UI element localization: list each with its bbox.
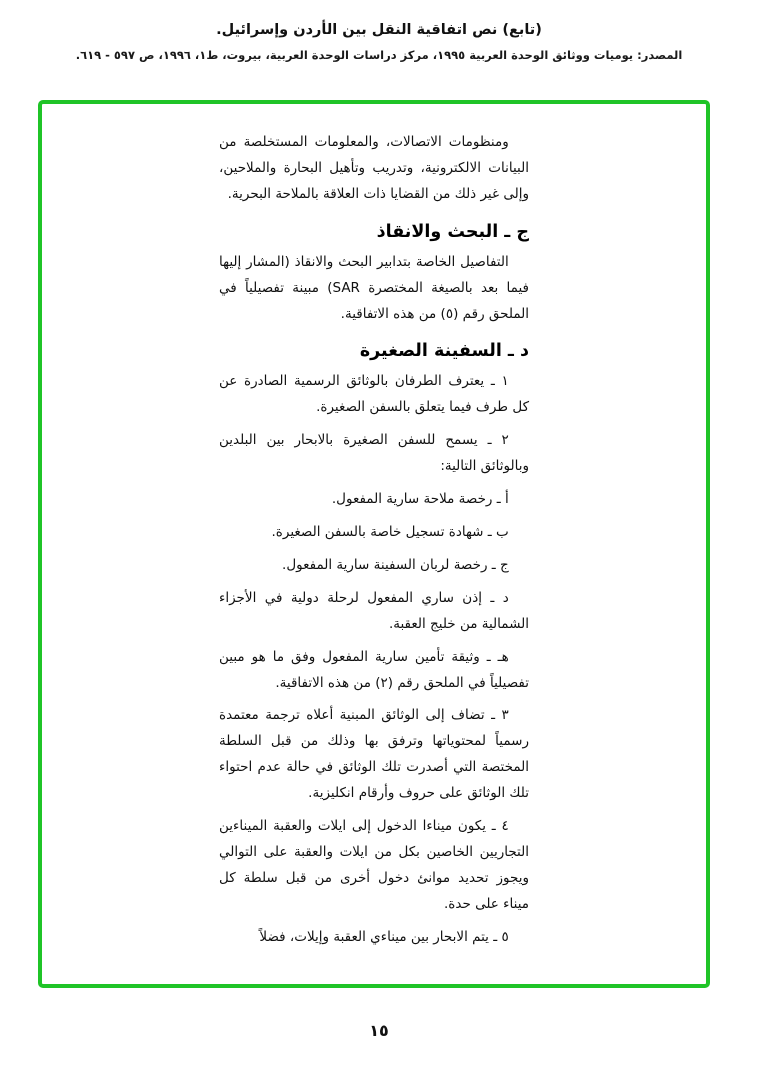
paragraph-item-4: ٤ ـ يكون ميناءا الدخول إلى ايلات والعقبة الميناءين التجاريين الخاصين بكل من ايلات والعقبة على التوالي ويجوز تحديد موانئ دخول أخرى من قبل سلطة كل ميناء على حدة. xyxy=(219,818,529,912)
page-number: ١٥ xyxy=(369,1021,389,1040)
paragraph-subitem-j: ج ـ رخصة لربان السفينة سارية المفعول. xyxy=(282,556,509,573)
source-citation: المصدر: يوميات ووثائق الوحدة العربية ١٩٩٥، مركز دراسات الوحدة العربية، بيروت، ط١، ١٩٩٦، ص ٥٩٧ - ٦١٩. xyxy=(75,48,683,62)
paragraph-sar-details: التفاصيل الخاصة بتدابير البحث والانقاذ (المشار إليها فيما بعد بالصيغة المختصرة SAR) مبينة تفصيلياً في الملحق رقم (٥) من هذه الاتفاقية. xyxy=(219,253,530,322)
paragraph-subitem-b: ب ـ شهادة تسجيل خاصة بالسفن الصغيرة. xyxy=(271,523,509,540)
paragraph-subitem-h: هـ ـ وثيقة تأمين سارية المفعول وفق ما هو مبين تفصيلياً في الملحق رقم (٢) من هذه الاتفاقية. xyxy=(219,648,529,691)
paragraph-item-2: ٢ ـ يسمح للسفن الصغيرة بالابحار بين البلدين وبالوثائق التالية: xyxy=(219,432,529,475)
green-border-frame xyxy=(38,100,710,988)
paragraph-item-1: ١ ـ يعترف الطرفان بالوثائق الرسمية الصادرة عن كل طرف فيما يتعلق بالسفن الصغيرة. xyxy=(219,373,529,416)
document-title: (تابع) نص اتفاقية النقل بين الأردن وإسرائيل. xyxy=(216,22,542,38)
section-heading-search-rescue: ج ـ البحث والانقاذ xyxy=(376,221,529,242)
paragraph-item-3: ٣ ـ تضاف إلى الوثائق المبنية أعلاه ترجمة معتمدة رسمياً لمحتوياتها وترفق بها وذلك من قبل السلطة المختصة التي أصدرت تلك الوثائق في حالة عدم احتواء تلك الوثائق على حروف وأرقام انكليزية. xyxy=(219,707,529,802)
paragraph-item-5: ٥ ـ يتم الابحار بين ميناءي العقبة وإيلات، فضلاً xyxy=(259,928,509,945)
paragraph-communications: ومنظومات الاتصالات، والمعلومات المستخلصة من البيانات الالكترونية، وتدريب وتأهيل البحارة والملاحين، وإلى غير ذلك من القضايا ذات العلاقة بالملاحة البحرية. xyxy=(219,134,529,202)
paragraph-subitem-d: د ـ إذن ساري المفعول لرحلة دولية في الأجزاء الشمالية من خليج العقبة. xyxy=(219,589,529,632)
section-heading-small-vessel: د ـ السفينة الصغيرة xyxy=(359,341,529,362)
paragraph-subitem-a: أ ـ رخصة ملاحة سارية المفعول. xyxy=(331,491,509,508)
text-column xyxy=(219,130,529,951)
page-header xyxy=(0,0,758,62)
